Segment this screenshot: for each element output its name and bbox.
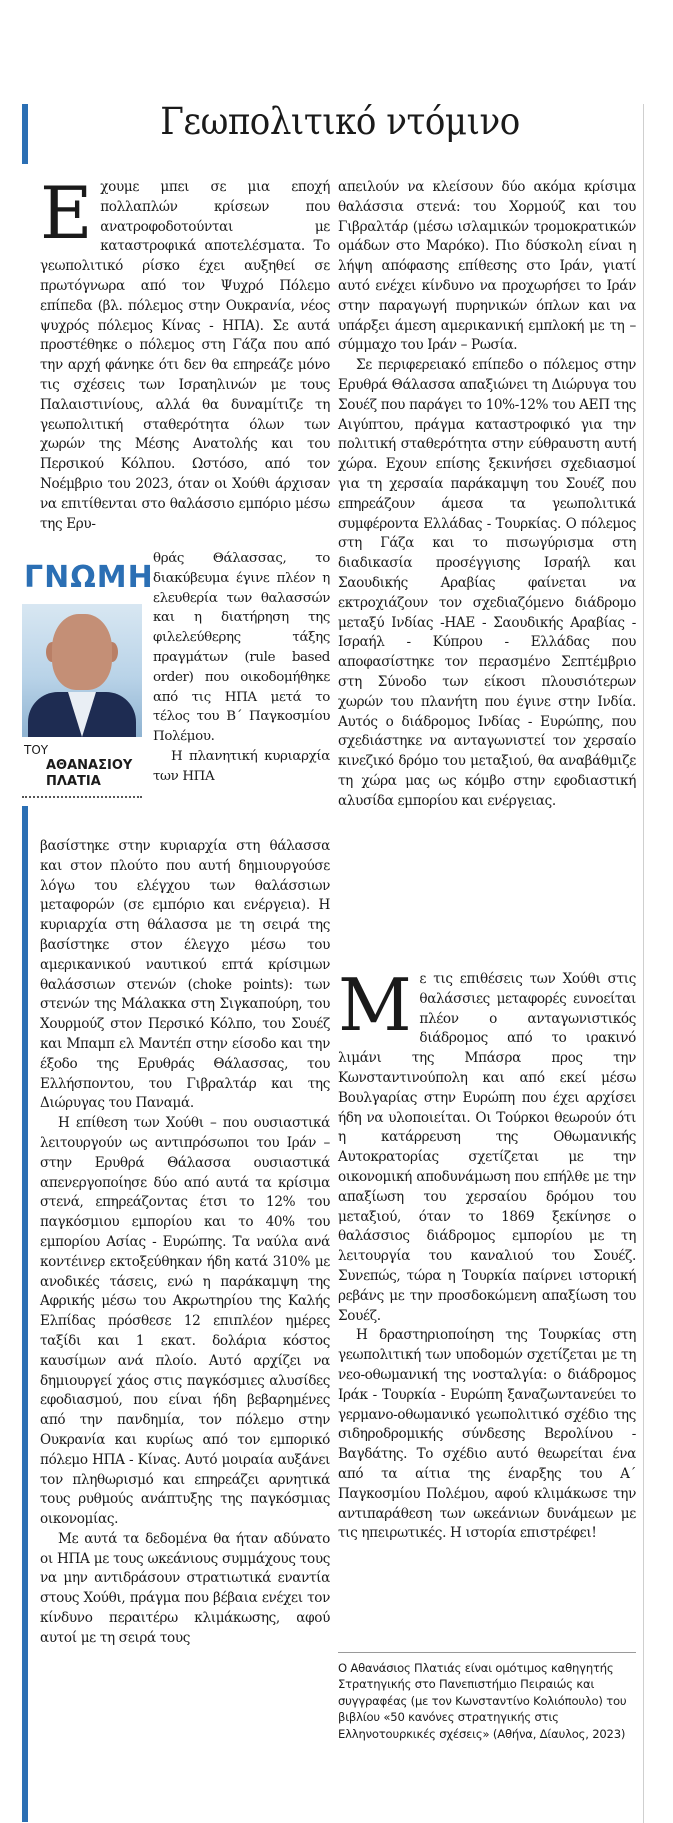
headline: Γεωπολιτικό ντόμινο <box>160 100 520 143</box>
byline-divider <box>22 796 142 798</box>
bio-divider <box>338 1652 636 1653</box>
author-photo <box>22 604 142 737</box>
section-paragraph <box>338 963 636 1326</box>
byline-name-line2: ΠΛΑΤΙΑ <box>46 774 101 789</box>
body-paragraph: Η επίθεση των Χούθι – που ουσιαστικά λειτουργούν ως αντιπρόσωποι του Ιράν – στην Ερυθρά Θάλασσα ουσιαστικά απενεργοποίησε δύο από αυτά τα κρίσιμα στενά, επηρεάζοντας έτσι το 12% του παγκόσμιου εμπορίου και το 40% του εμπορίου Ασίας - Ευρώπης. Τα ναύλα ανά κοντέινερ εκτοξεύθηκαν ήδη κατά 310% με ανοδικές τάσεις, ενώ η παράκαμψη της Αφρικής μέσω του Ακρωτηρίου της Καλής Ελπίδας πρόσθεσε 12 επιπλέον ημέρες ταξίδι και 1 εκατ. δολάρια κόστος καυσίμων ανά πλοίο. Αυτό αρχίζει να δημιουργεί χάος στις παγκόσμιες αλυσίδες εφοδιασμού, που είναι ήδη βεβαρημένες από την πανδημία, τον πόλεμο στην Ουκρανία και κυρίως από τον εμπορικό πόλεμο ΗΠΑ - Κίνας. Αυτό μοιραία αυξάνει τον πληθωρισμό και επηρεάζει αρνητικά τους ρυθμούς ανάπτυξης της παγκόσμιας οικονομίας. <box>40 1115 330 1528</box>
section-label: ΓΝΩΜΗ <box>24 560 154 595</box>
body-paragraph: Η δραστηριοποίηση της Τουρκίας στη γεωπολιτική των υποδομών σχετίζεται με τη νεο-οθωμανική της νοσταλγία: ο διάδρομος Ιράκ - Τουρκία - Ευρώπη ξαναζωντανεύει το γερμανο-οθωμανικό γεωπολιτικό σχέδιο της σιδηροδρομικής σύνδεσης Βερολίνου - Βαγδάτης. Το σχέδιο αυτό θεωρείται ένα από τα αίτια της έναρξης του Α΄ Παγκοσμίου Πολέμου, αφού κλιμάκωσε την αντιπαράθεση των ωκεάνιων δυνάμεων με τις ηπειρωτικές. Η ιστορία επιστρέφει! <box>338 1327 636 1542</box>
body-paragraph: Σε περιφερειακό επίπεδο ο πόλεμος στην Ερυθρά Θάλασσα απαξιώνει τη Διώρυγα του Σουέζ που παράγει το 10%-12% του ΑΕΠ της Αιγύπτου, πράγμα καταστροφικό για την πολιτική σταθερότητα στην εύθραυστη αυτή χώρα. Εχουν επίσης ξεκινήσει σχεδιασμοί για τη χερσαία παράκαμψη του Σουέζ που επηρεάζουν άμεσα τα γεωπολιτικά συμφέροντα Ελλάδας - Τουρκίας. Ο πόλεμος στη Γάζα και το πισωγύρισμα στη διαδικασία προσέγγισης Ισραήλ και Σαουδικής Αραβίας φαίνεται να εκτροχιάζουν τον σχεδιαζόμενο διάδρομο μεταξύ Ινδίας -ΗΑΕ - Σαουδικής Αραβίας - Ισραήλ - Κύπρου - Ελλάδας που αποφασίστηκε τον περασμένο Σεπτέμβριο στη Σύνοδο των είκοσι πλουσιότερων χωρών του πλανήτη που έγινε στην Ινδία. Αυτός ο διάδρομος Ινδίας - Ευρώπης, που σχεδιάστηκε να ανταγωνιστεί τον χερσαίο κινεζικό δρόμο του μεταξιού, θα αναβάθμιζε τη χώρα μας ως κόμβο στην εφοδιαστική αλυσίδα εμπορίου και ενέργειας. <box>338 357 636 809</box>
column-divider <box>643 104 644 1823</box>
column-right-body <box>338 178 636 812</box>
inset-paragraph: θράς Θάλασσας, το διακύβευμα έγινε πλέον η ελευθερία των θαλασσών και η διατήρηση της φιλελεύθερης τάξης πραγμάτων (rule based order) που οικοδομήθηκε από τις ΗΠΑ μετά το τέλος του Β΄ Παγκοσμίου Πολέμου. <box>153 551 330 745</box>
column-left-body <box>40 837 330 1649</box>
byline-prefix: ΤΟΥ <box>24 743 49 757</box>
section-text: ε τις επιθέσεις των Χούθι στις θαλάσσιες μεταφορές ευνοείται πλέον ο ανταγωνιστικός διάδρομος από το ιρακινό λιμάνι της Μπάσρα προς την Κωνσταντινούπολη και από εκεί μέσω Βουλγαρίας στην Ευρώπη που έχει αρχίσει ήδη να υλοποιείται. Οι Τούρκοι θεωρούν ότι η κατάρρευση της Οθωμανικής Αυτοκρατορίας σχετίζεται με την οικονομική αποδυνάμωση που επήλθε με την απαξίωση του χερσαίου δρόμου του μεταξιού, όταν το 1869 ξεκίνησε ο θαλάσσιος διάδρομος εμπορίου με τη λειτουργία του καναλιού του Σουέζ. Συνεπώς, τώρα η Τουρκία παίρνει ιστορική ρεβάνς με την προσδοκώμενη απαξίωση του Σουέζ. <box>338 971 636 1324</box>
body-paragraph: βασίστηκε στην κυριαρχία στη θάλασσα και στον πλούτο που αυτή δημιουργούσε λόγω του ελέγχου των θαλάσσιων μεταφορών (σε εμπόριο και ενέργεια). Η κυριαρχία στη θάλασσα με τη σειρά της βασίστηκε στον έλεγχο μέσω του αμερικανικού ναυτικού επτά κρίσιμων θαλάσσιων στενών (choke points): των στενών της Μάλακκα στη Σιγκαπούρη, του Χουρμούζ στον Περσικό Κόλπο, του Σουέζ και Μπαμπ ελ Μαντέπ στην είσοδο και την έξοδο της Ερυθράς Θάλασσας, του Ελλήσποντου, του Γιβραλτάρ και της Διώρυγας του Παναμά. <box>40 838 330 1112</box>
dropcap-2: Μ <box>338 963 412 1047</box>
column-left-lead <box>40 171 330 534</box>
column-left-inset <box>153 549 330 787</box>
inset-paragraph-2: Η πλανητική κυριαρχία των ΗΠΑ <box>153 748 330 784</box>
author-bio: Ο Αθανάσιος Πλατιάς είναι ομότιμος καθηγητής Στρατηγικής στο Πανεπιστήμιο Πειραιώς και συγγραφέας (με τον Κωνσταντίνο Κολιόπουλο) του βιβλίου «50 κανόνες στρατηγικής στις Ελληνοτουρκικές σχέσεις» (Αθήνα, Δίαυλος, 2023) <box>338 1661 627 1741</box>
accent-rule-top <box>22 104 28 164</box>
body-paragraph: απειλούν να κλείσουν δύο ακόμα κρίσιμα θαλάσσια στενά: του Χορμούζ και του Γιβραλτάρ (μέσω ισλαμικών τρομοκρατικών ομάδων στο Μαρόκο). Πιο δύσκολη είναι η λήψη απόφασης επίθεσης στο Ιράν, γιατί αυτό ενέχει κίνδυνο να προχωρήσει το Ιράν στην παραγωγή πυρηνικών όπλων και να υπάρξει άμεση αμερικανική εμπλοκή με τη – σύμμαχο του Ιράν – Ρωσία. <box>338 179 636 354</box>
column-right-second-section <box>338 963 636 1544</box>
byline-name <box>46 758 132 790</box>
body-paragraph: Με αυτά τα δεδομένα θα ήταν αδύνατο οι ΗΠΑ με τους ωκεάνιους συμμάχους τους να μην αντιδράσουν στρατιωτικά εναντία στους Χούθι, πράγμα που βέβαια ενέχει τον κίνδυνο περαιτέρω κλιμάκωσης, αφού αυτοί με τη σειρά τους <box>40 1530 330 1646</box>
byline-name-line1: ΑΘΑΝΑΣΙΟΥ <box>46 758 133 773</box>
lead-text: χουμε μπει σε μια εποχή πολλαπλών κρίσεων που ανατροφοδοτούνται με καταστροφικά αποτελέσματα. Το γεωπολιτικό ρίσκο έχει αυξηθεί σε πρωτόγνωρα από τον Ψυχρό Πόλεμο επίπεδα (βλ. πόλεμος στην Ουκρανία, νέος ψυχρός πόλεμος Κίνας - ΗΠΑ). Σε αυτά προστέθηκε ο πόλεμος στη Γάζα που από την αρχή φάνηκε ότι δεν θα επηρεάζε μόνο τις σχέσεις των Ισραηλινών με τους Παλαιστινίους, αλλά θα δυναμίτιζε τη γεωπολιτική σταθερότητα όλων των χωρών της Μέσης Ανατολής και του Περσικού Κόλπου. Ωστόσο, από τον Νοέμβριο του 2023, όταν οι Χούθι άρχισαν να επιτίθενται στο θαλάσσιο εμπόριο μέσω της Ερυ- <box>40 179 330 532</box>
dropcap-1: Ε <box>40 171 93 255</box>
accent-rule-bottom <box>22 806 28 1822</box>
lead-paragraph <box>40 171 330 534</box>
